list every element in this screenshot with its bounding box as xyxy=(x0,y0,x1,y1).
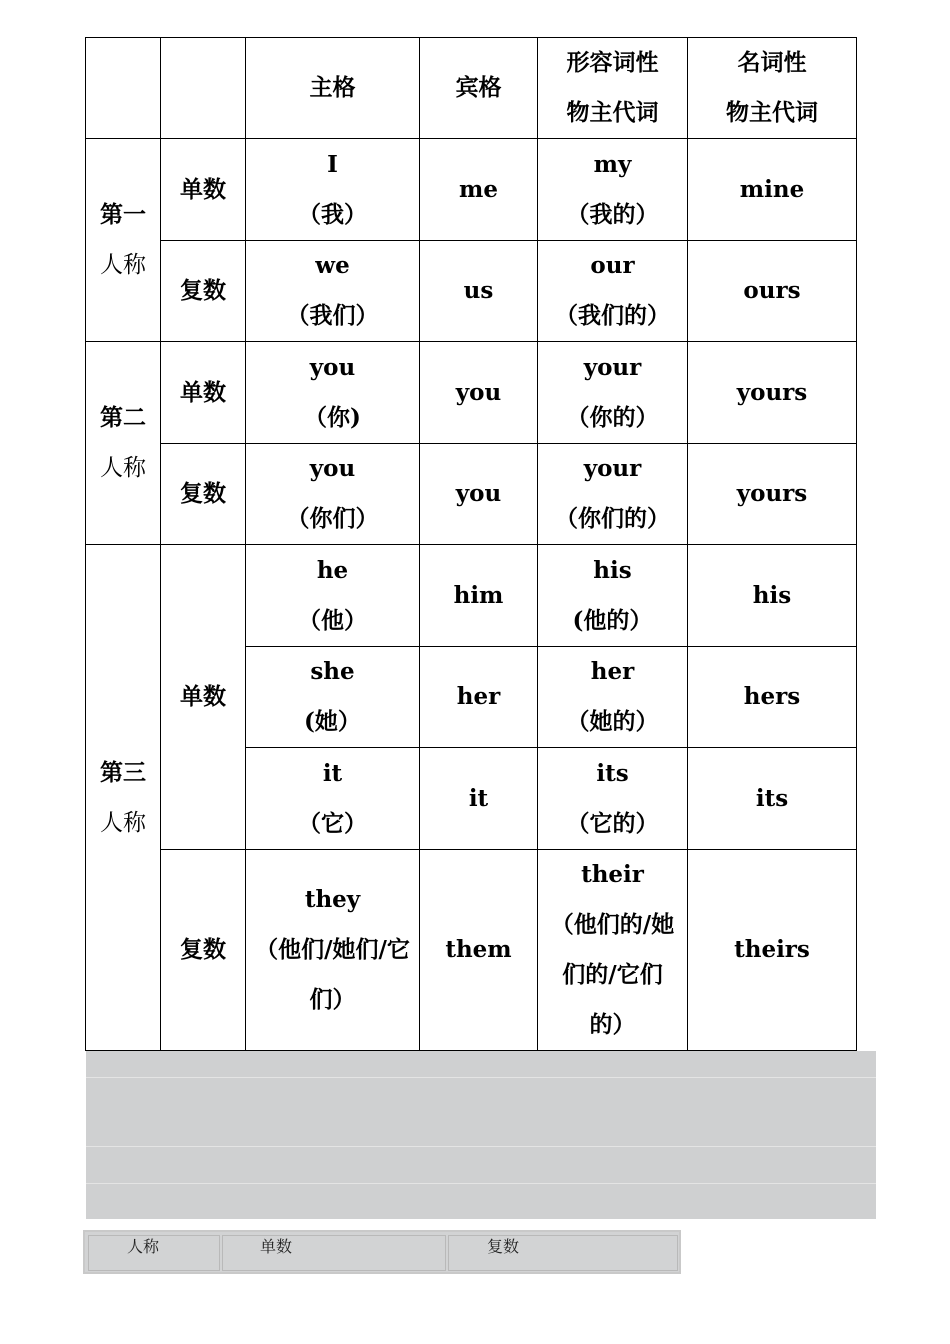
subjective-cell xyxy=(246,545,420,647)
cell-text: （它） xyxy=(298,809,367,837)
noun-possessive-cell: ours xyxy=(688,241,857,342)
number-singular: 单数 xyxy=(161,139,246,241)
cell-text: （你的） xyxy=(566,403,659,431)
mini-cell-singular: 单数 xyxy=(222,1235,446,1271)
adjective-possessive-cell xyxy=(538,342,688,444)
cell-text: we xyxy=(315,252,350,279)
table-row xyxy=(86,444,857,545)
noun-possessive-cell: theirs xyxy=(688,850,857,1051)
divider xyxy=(86,1077,876,1078)
number-singular: 单数 xyxy=(161,545,246,850)
number-singular: 单数 xyxy=(161,342,246,444)
mini-table xyxy=(83,1230,681,1274)
cell-text: （我） xyxy=(298,200,367,228)
cell-text: （你们的） xyxy=(555,505,670,532)
cell-text: he xyxy=(316,556,349,584)
noun-possessive-cell: mine xyxy=(688,139,857,241)
cell-text: I xyxy=(327,150,338,178)
mini-cell-plural: 复数 xyxy=(448,1235,678,1271)
cell-text: her xyxy=(590,658,635,685)
objective-cell: you xyxy=(420,342,538,444)
cell-text: （他们/她们/它 xyxy=(255,936,410,963)
cell-text: our xyxy=(590,252,635,279)
objective-cell: him xyxy=(420,545,538,647)
cell-text: （你) xyxy=(304,403,361,431)
person-label: 人称 xyxy=(100,252,146,278)
header-text: 名词性 xyxy=(737,49,807,76)
noun-possessive-cell: hers xyxy=(688,647,857,748)
cell-text: (她） xyxy=(304,708,361,735)
cell-text: they xyxy=(304,886,361,913)
adjective-possessive-cell xyxy=(538,139,688,241)
mini-cell-person: 人称 xyxy=(88,1235,220,1271)
objective-cell: them xyxy=(420,850,538,1051)
cell-text: 们） xyxy=(309,986,356,1013)
person-third xyxy=(86,545,161,1051)
adjective-possessive-cell xyxy=(538,545,688,647)
cell-text: its xyxy=(596,759,629,787)
objective-cell: her xyxy=(420,647,538,748)
header-objective: 宾格 xyxy=(420,38,538,139)
person-first xyxy=(86,139,161,342)
header-text: 物主代词 xyxy=(726,99,818,126)
cell-text: it xyxy=(322,759,343,787)
subjective-cell xyxy=(246,647,420,748)
header-noun-possessive xyxy=(688,38,857,139)
cell-text: （她的） xyxy=(566,708,659,735)
adjective-possessive-cell xyxy=(538,444,688,545)
divider xyxy=(86,1146,876,1147)
header-text: 物主代词 xyxy=(566,99,659,126)
subjective-cell xyxy=(246,850,420,1051)
cell-text: you xyxy=(309,353,356,381)
cell-text: you xyxy=(309,455,356,482)
table-row xyxy=(86,850,857,1051)
cell-text: （他） xyxy=(298,606,367,634)
subjective-cell xyxy=(246,139,420,241)
cell-text: 们的/它们 xyxy=(562,961,663,988)
cell-text: （我的） xyxy=(566,200,659,228)
table-row xyxy=(86,241,857,342)
number-plural: 复数 xyxy=(161,241,246,342)
objective-cell: it xyxy=(420,748,538,850)
number-plural: 复数 xyxy=(161,850,246,1051)
objective-cell: me xyxy=(420,139,538,241)
cell-text: （我们的） xyxy=(555,302,670,329)
adjective-possessive-cell xyxy=(538,647,688,748)
cell-text: （你们） xyxy=(286,505,379,532)
person-label: 人称 xyxy=(100,455,146,481)
table-row xyxy=(86,139,857,241)
cell-text: his xyxy=(593,556,632,584)
person-label: 第一 xyxy=(100,201,146,228)
noun-possessive-cell: his xyxy=(688,545,857,647)
gray-blank-area xyxy=(86,1051,876,1219)
adjective-possessive-cell xyxy=(538,850,688,1051)
noun-possessive-cell: yours xyxy=(688,444,857,545)
pronoun-table xyxy=(85,37,857,1051)
adjective-possessive-cell xyxy=(538,748,688,850)
cell-text: (他的） xyxy=(572,606,653,634)
noun-possessive-cell: its xyxy=(688,748,857,850)
header-text: 形容词性 xyxy=(566,49,659,76)
objective-cell: us xyxy=(420,241,538,342)
noun-possessive-cell: yours xyxy=(688,342,857,444)
cell-text: your xyxy=(583,353,642,381)
table-row xyxy=(86,545,857,647)
cell-text: （它的） xyxy=(566,809,659,837)
header-subjective: 主格 xyxy=(246,38,420,139)
person-label: 第三 xyxy=(100,758,146,786)
table-row xyxy=(86,342,857,444)
cell-text: 的） xyxy=(589,1011,636,1038)
cell-text: their xyxy=(581,861,644,888)
header-row xyxy=(86,38,857,139)
person-label: 人称 xyxy=(100,809,146,836)
cell-text: she xyxy=(310,658,355,685)
header-empty-1 xyxy=(86,38,161,139)
person-second xyxy=(86,342,161,545)
adjective-possessive-cell xyxy=(538,241,688,342)
objective-cell: you xyxy=(420,444,538,545)
divider xyxy=(86,1183,876,1184)
header-adjective-possessive xyxy=(538,38,688,139)
subjective-cell xyxy=(246,748,420,850)
number-plural: 复数 xyxy=(161,444,246,545)
cell-text: （他们的/她 xyxy=(550,911,675,938)
header-empty-2 xyxy=(161,38,246,139)
person-label: 第二 xyxy=(100,404,146,431)
subjective-cell xyxy=(246,444,420,545)
cell-text: my xyxy=(593,150,632,178)
cell-text: your xyxy=(583,455,642,482)
subjective-cell xyxy=(246,241,420,342)
cell-text: （我们） xyxy=(286,302,379,329)
subjective-cell xyxy=(246,342,420,444)
